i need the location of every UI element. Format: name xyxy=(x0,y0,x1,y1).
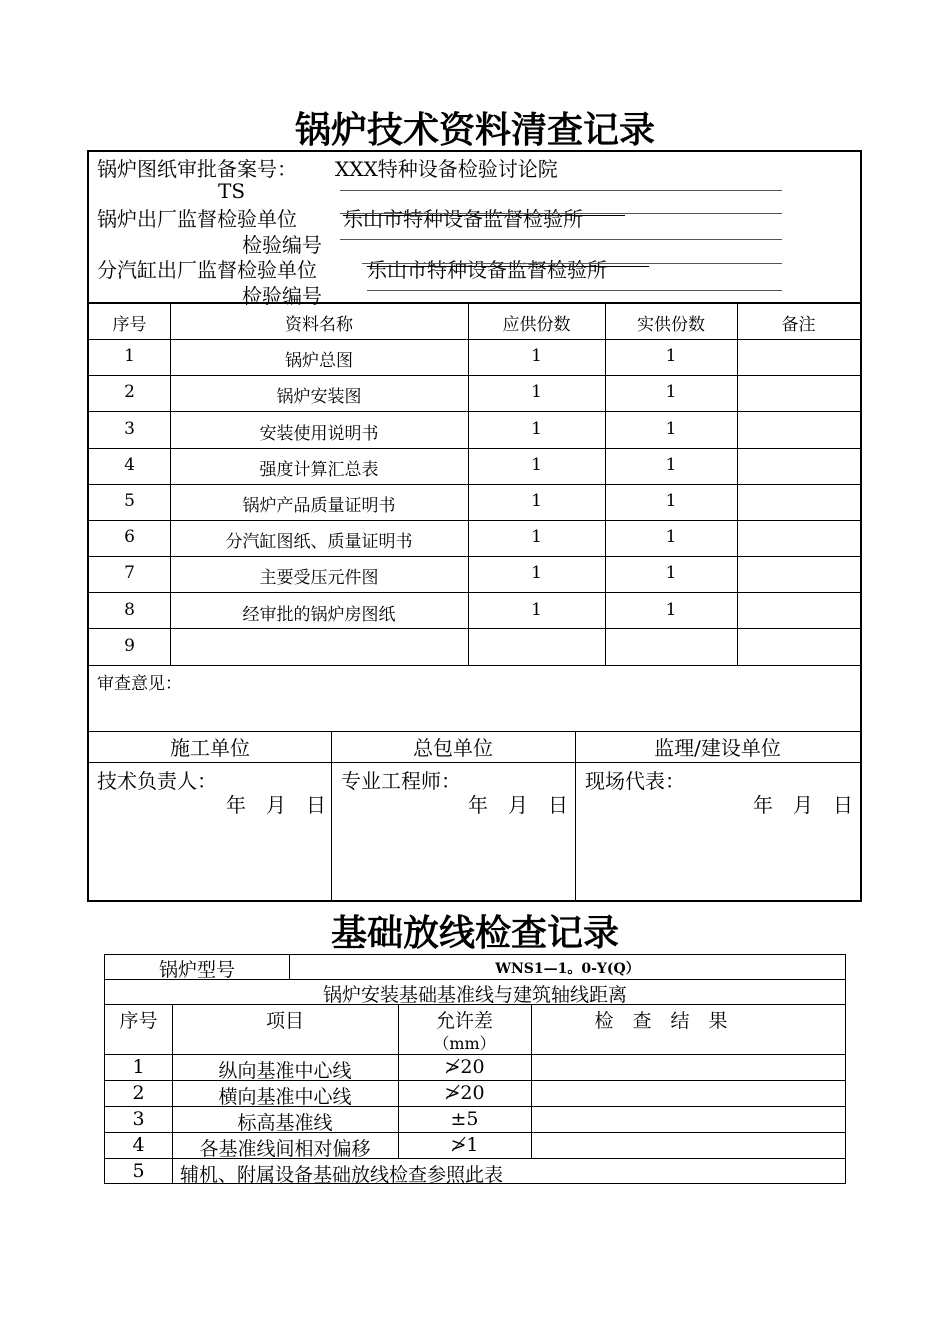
table-row-supplied: 1 xyxy=(665,419,677,439)
table-row-supplied: 1 xyxy=(665,563,677,583)
table-row-name: 分汽缸图纸、质量证明书 xyxy=(225,532,413,552)
row-rule xyxy=(89,411,860,412)
table-row-required: 1 xyxy=(531,382,542,402)
table-row-item: 各基准线间相对偏移 xyxy=(199,1138,371,1160)
table-row-tolerance: ≯1 xyxy=(450,1134,479,1156)
unit-construction: 施工单位 xyxy=(170,736,250,760)
table-row-no: 1 xyxy=(132,1056,145,1078)
table-row-required: 1 xyxy=(531,346,542,366)
doc2-col-result: 检 查 结 果 xyxy=(594,1010,728,1032)
row-rule xyxy=(89,484,860,485)
drawing-approval-value: XXX特种设备检验讨论院 xyxy=(335,157,558,181)
col-header-required: 应供份数 xyxy=(502,315,571,335)
ts-underline xyxy=(340,190,782,191)
foundation-layout-title: 基础放线检查记录 xyxy=(330,913,619,954)
table-row-name: 主要受压元件图 xyxy=(259,568,379,588)
factory-supervision-value: 乐山市特种设备监督检验所 xyxy=(343,207,583,231)
table-row-supplied: 1 xyxy=(665,600,677,620)
col-header-supplied: 实供份数 xyxy=(637,315,705,335)
table-row-no: 8 xyxy=(124,600,135,620)
row-rule xyxy=(89,665,860,666)
doc2-unit-label: （mm） xyxy=(433,1034,496,1053)
table-row-supplied: 1 xyxy=(665,527,677,547)
table-row-item: 横向基准中心线 xyxy=(218,1086,352,1108)
header-supervision-label: 分汽缸出厂监督检验单位 xyxy=(97,258,317,282)
doc2-col-no: 序号 xyxy=(119,1010,158,1032)
doc2-subtitle: 锅炉安装基础基准线与建筑轴线距离 xyxy=(322,984,627,1006)
row-rule xyxy=(89,762,860,763)
table-row-supplied: 1 xyxy=(665,346,677,366)
boiler-tech-doc-title: 锅炉技术资料清查记录 xyxy=(294,110,655,151)
col-header-no: 序号 xyxy=(112,315,147,335)
table-row-name: 锅炉产品质量证明书 xyxy=(242,496,396,516)
table-row-supplied: 1 xyxy=(665,382,677,402)
table-row-required: 1 xyxy=(531,419,542,439)
row-rule xyxy=(89,556,860,557)
table-row-item: 标高基准线 xyxy=(237,1112,333,1134)
inspection-no-underline-2 xyxy=(367,290,782,291)
row-rule xyxy=(89,592,860,593)
col-rule xyxy=(737,304,738,665)
doc2-col-item: 项目 xyxy=(265,1010,304,1032)
factory-value-strike xyxy=(343,215,625,216)
table-row-name: 锅炉总图 xyxy=(285,351,353,371)
factory-supervision-label: 锅炉出厂监督检验单位 xyxy=(97,207,297,231)
table-row-no: 2 xyxy=(132,1082,145,1104)
table-row-required: 1 xyxy=(531,491,542,511)
table-row-required: 1 xyxy=(531,527,542,547)
boiler-model-label: 锅炉型号 xyxy=(158,960,235,981)
table-row-note: 辅机、附属设备基础放线检查参照此表 xyxy=(180,1164,504,1186)
table-row-no: 9 xyxy=(124,636,135,656)
table-row-no: 2 xyxy=(124,382,135,402)
table-row-no: 4 xyxy=(132,1134,145,1156)
review-opinion-label: 审查意见： xyxy=(97,674,182,694)
table-row-name: 锅炉安装图 xyxy=(276,387,362,407)
table-row-no: 1 xyxy=(124,346,135,366)
col-header-name: 资料名称 xyxy=(285,315,353,335)
header-value-strike xyxy=(367,266,649,267)
table-row-no: 5 xyxy=(132,1160,145,1182)
table-row-tolerance: ±5 xyxy=(450,1108,479,1130)
signer-engineer: 专业工程师： xyxy=(341,769,461,793)
signer-site-rep: 现场代表： xyxy=(585,769,685,793)
table-row-no: 7 xyxy=(124,563,135,583)
doc2-col-tolerance: 允许差 xyxy=(435,1010,493,1032)
row-rule xyxy=(89,448,860,449)
table-row-tolerance: ≯20 xyxy=(444,1056,485,1078)
table-row-no: 5 xyxy=(124,491,135,511)
row-rule xyxy=(89,520,860,521)
table-row-required: 1 xyxy=(531,600,542,620)
row-rule xyxy=(105,1054,845,1055)
table-row-name: 经审批的锅炉房图纸 xyxy=(242,605,396,625)
inspection-no-underline xyxy=(340,239,782,240)
table-row-supplied: 1 xyxy=(665,455,677,475)
date-field: 年 月 日 xyxy=(468,793,568,817)
unit-supervision: 监理/建设单位 xyxy=(654,736,781,760)
table-row-tolerance: ≯20 xyxy=(444,1082,485,1104)
row-rule xyxy=(89,628,860,629)
inspection-no-label: 检验编号 xyxy=(242,233,322,257)
row-rule xyxy=(89,375,860,376)
ts-label: TS xyxy=(218,179,246,203)
factory-underline xyxy=(340,213,782,214)
date-field: 年 月 日 xyxy=(226,793,326,817)
boiler-model-value: WNS1—1。0-Y(Q） xyxy=(495,961,640,977)
table-row-required: 1 xyxy=(531,563,542,583)
unit-general-contractor: 总包单位 xyxy=(413,736,493,760)
table-row-name: 安装使用说明书 xyxy=(259,424,379,444)
table-row-no: 6 xyxy=(124,527,135,547)
table-row-no: 3 xyxy=(124,419,135,439)
header-supervision-value: 乐山市特种设备监督检验所 xyxy=(367,258,607,282)
table-row-required: 1 xyxy=(531,455,542,475)
drawing-approval-label: 锅炉图纸审批备案号： xyxy=(97,157,297,181)
table-row-name: 强度计算汇总表 xyxy=(259,460,379,480)
date-field: 年 月 日 xyxy=(753,793,853,817)
table-row-no: 4 xyxy=(124,455,135,475)
col-header-note: 备注 xyxy=(781,315,816,335)
row-rule xyxy=(89,339,860,340)
inspection-no-label-2: 检验编号 xyxy=(242,284,322,308)
signer-tech-lead: 技术负责人： xyxy=(97,769,217,793)
table-row-supplied: 1 xyxy=(665,491,677,511)
header-underline xyxy=(362,263,782,264)
table-row-no: 3 xyxy=(132,1108,145,1130)
table-row-item: 纵向基准中心线 xyxy=(218,1060,352,1082)
